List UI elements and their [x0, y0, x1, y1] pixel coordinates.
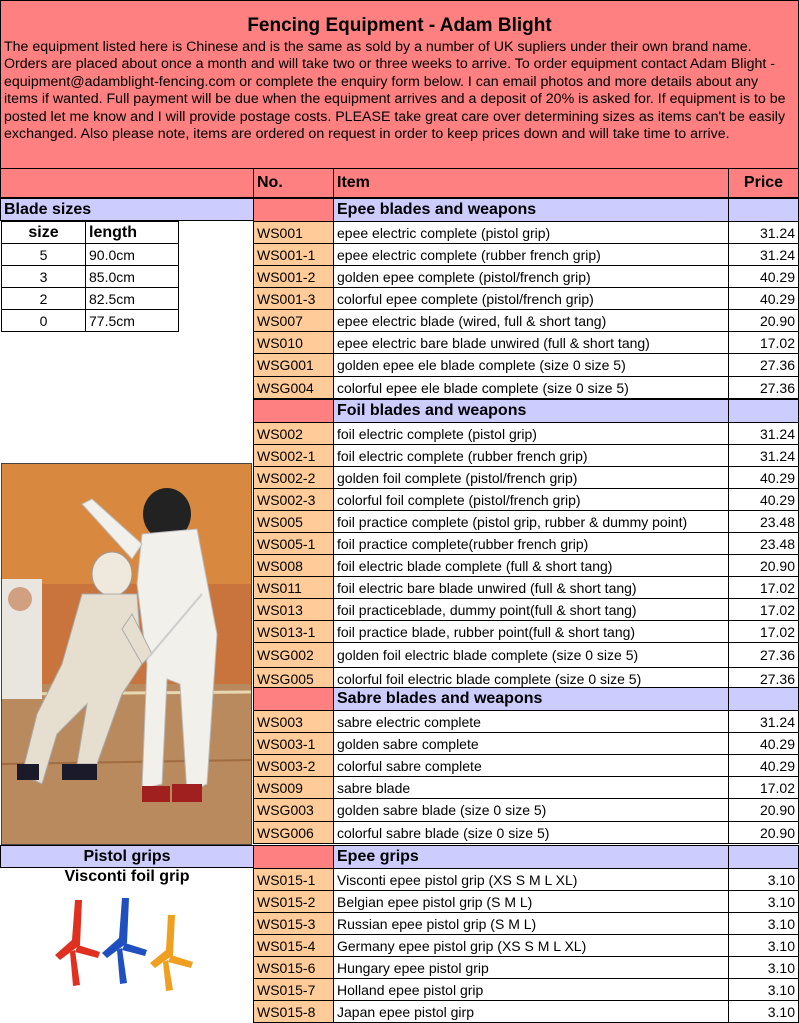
item-price: 3.10 — [728, 890, 799, 913]
item-description: colorful sabre complete — [333, 754, 729, 777]
item-number: WS013-1 — [253, 620, 334, 643]
section-header-price-blank — [728, 399, 799, 423]
item-price: 20.90 — [728, 554, 799, 577]
item-number: WS015-2 — [253, 890, 334, 913]
item-price: 17.02 — [728, 331, 799, 354]
item-number: WS015-8 — [253, 1000, 334, 1023]
item-price: 23.48 — [728, 510, 799, 533]
item-description: foil electric complete (pistol grip) — [333, 422, 729, 445]
item-description: foil electric complete (rubber french grip) — [333, 444, 729, 467]
item-price: 27.36 — [728, 667, 799, 690]
item-price: 3.10 — [728, 934, 799, 957]
item-price: 20.90 — [728, 309, 799, 332]
item-price: 31.24 — [728, 444, 799, 467]
blade-size-cell: 0 — [1, 309, 86, 332]
blade-length-cell: 77.5cm — [85, 309, 179, 332]
item-number: WSG005 — [253, 667, 334, 690]
item-description: epee electric complete (rubber french grip) — [333, 243, 729, 266]
item-description: Hungary epee pistol grip — [333, 956, 729, 979]
item-number: WSG002 — [253, 642, 334, 668]
item-number: WS013 — [253, 598, 334, 621]
item-price: 40.29 — [728, 287, 799, 310]
item-price: 3.10 — [728, 1000, 799, 1023]
item-price: 3.10 — [728, 978, 799, 1001]
item-number: WS007 — [253, 309, 334, 332]
fencers-photo — [1, 463, 252, 845]
blade-length-cell: 82.5cm — [85, 287, 179, 310]
section-header-blank — [253, 845, 334, 869]
item-number: WSG006 — [253, 821, 334, 844]
item-description: Belgian epee pistol grip (S M L) — [333, 890, 729, 913]
item-number: WS002-2 — [253, 466, 334, 489]
item-description: Japan epee pistol girp — [333, 1000, 729, 1023]
item-price: 3.10 — [728, 912, 799, 935]
page-title: Fencing Equipment - Adam Blight — [247, 15, 552, 36]
item-description: golden foil complete (pistol/french grip) — [333, 466, 729, 489]
item-number: WS015-3 — [253, 912, 334, 935]
item-price: 3.10 — [728, 868, 799, 891]
item-number: WS015-6 — [253, 956, 334, 979]
item-number: WS005 — [253, 510, 334, 533]
item-description: colorful sabre blade (size 0 size 5) — [333, 821, 729, 844]
item-description: Germany epee pistol grip (XS S M L XL) — [333, 934, 729, 957]
column-header-price: Price — [728, 168, 799, 198]
item-description: sabre blade — [333, 776, 729, 799]
item-description: colorful epee ele blade complete (size 0 size 5) — [333, 376, 729, 399]
item-description: colorful epee complete (pistol/french grip) — [333, 287, 729, 310]
section-header-price-blank — [728, 687, 799, 711]
item-description: golden foil electric blade complete (size 0 size 5) — [333, 642, 729, 668]
item-number: WS001-3 — [253, 287, 334, 310]
item-price: 17.02 — [728, 776, 799, 799]
blade-length-header: length — [85, 221, 179, 244]
item-number: WSG003 — [253, 798, 334, 822]
item-price: 40.29 — [728, 466, 799, 489]
intro-paragraph: The equipment listed here is Chinese and is the same as sold by a number of UK supliers under their own brand name. Orders are placed about once a month and will take two or three weeks to arrive. To order equipment contact Adam Blight - equipment@adamblight-fencing.com or complete the enquiry form below. I can email photos and more details about any items if wanted. Full payment will be due when the equipment arrives and a deposit of 20% is asked for. If equipment is to be posted let me know and I will provide postage costs. PLEASE take great care over determining sizes as items can't be easily exchanged. Also please note, items are ordered on request in order to keep prices down and will take time to arrive. — [4, 39, 786, 143]
item-price: 27.36 — [728, 642, 799, 668]
visconti-grip-label: Visconti foil grip — [64, 868, 190, 885]
item-description: epee electric blade (wired, full & short tang) — [333, 309, 729, 332]
item-price: 31.24 — [728, 710, 799, 733]
page-header — [0, 0, 799, 169]
item-description: Holland epee pistol grip — [333, 978, 729, 1001]
item-number: WS009 — [253, 776, 334, 799]
item-price: 20.90 — [728, 821, 799, 844]
item-price: 40.29 — [728, 265, 799, 288]
header-blank-cell — [0, 168, 254, 198]
item-number: WS002 — [253, 422, 334, 445]
item-price: 40.29 — [728, 732, 799, 755]
blade-size-cell: 2 — [1, 287, 86, 310]
item-number: WS015-4 — [253, 934, 334, 957]
item-description: golden sabre blade (size 0 size 5) — [333, 798, 729, 822]
item-price: 31.24 — [728, 221, 799, 244]
blade-sizes-title: Blade sizes — [0, 198, 254, 221]
item-number: WS015-1 — [253, 868, 334, 891]
item-price: 27.36 — [728, 376, 799, 399]
blade-size-cell: 5 — [1, 243, 86, 266]
section-header-blank — [253, 399, 334, 423]
item-number: WS003-1 — [253, 732, 334, 755]
item-number: WSG001 — [253, 353, 334, 377]
item-price: 27.36 — [728, 353, 799, 377]
section-header-price-blank — [728, 198, 799, 222]
item-description: colorful foil electric blade complete (size 0 size 5) — [333, 667, 729, 690]
item-price: 40.29 — [728, 488, 799, 511]
item-number: WS003-2 — [253, 754, 334, 777]
item-number: WS001 — [253, 221, 334, 244]
item-price: 20.90 — [728, 798, 799, 822]
item-price: 40.29 — [728, 754, 799, 777]
item-description: Russian epee pistol grip (S M L) — [333, 912, 729, 935]
section-title: Epee grips — [333, 845, 729, 869]
item-description: foil practiceblade, dummy point(full & short tang) — [333, 598, 729, 621]
item-description: sabre electric complete — [333, 710, 729, 733]
item-price: 17.02 — [728, 620, 799, 643]
item-description: colorful foil complete (pistol/french grip) — [333, 488, 729, 511]
item-description: foil practice blade, rubber point(full & short tang) — [333, 620, 729, 643]
item-number: WS003 — [253, 710, 334, 733]
item-price: 31.24 — [728, 243, 799, 266]
item-description: epee electric bare blade unwired (full & short tang) — [333, 331, 729, 354]
item-description: foil electric blade complete (full & short tang) — [333, 554, 729, 577]
item-description: foil practice complete (pistol grip, rubber & dummy point) — [333, 510, 729, 533]
item-number: WS001-2 — [253, 265, 334, 288]
item-number: WS005-1 — [253, 532, 334, 555]
item-description: foil electric bare blade unwired (full & short tang) — [333, 576, 729, 599]
item-number: WS002-3 — [253, 488, 334, 511]
column-header-no: No. — [253, 168, 334, 198]
item-price: 3.10 — [728, 956, 799, 979]
item-description: epee electric complete (pistol grip) — [333, 221, 729, 244]
item-description: Visconti epee pistol grip (XS S M L XL) — [333, 868, 729, 891]
column-header-item: Item — [333, 168, 729, 198]
orange-grip-icon — [150, 915, 193, 991]
item-number: WS008 — [253, 554, 334, 577]
fencers-illustration — [2, 464, 252, 845]
item-description: golden sabre complete — [333, 732, 729, 755]
item-number: WS001-1 — [253, 243, 334, 266]
item-number: WS015-7 — [253, 978, 334, 1001]
section-header-price-blank — [728, 845, 799, 869]
item-price: 31.24 — [728, 422, 799, 445]
blue-grip-icon — [102, 898, 147, 984]
red-grip-icon — [55, 900, 100, 986]
item-description: foil practice complete(rubber french grip) — [333, 532, 729, 555]
visconti-grips-illustration — [30, 890, 210, 1000]
item-number: WS002-1 — [253, 444, 334, 467]
item-price: 17.02 — [728, 576, 799, 599]
section-header-blank — [253, 198, 334, 222]
section-title: Foil blades and weapons — [333, 399, 729, 423]
item-description: golden epee complete (pistol/french grip) — [333, 265, 729, 288]
item-number: WS010 — [253, 331, 334, 354]
blade-size-cell: 3 — [1, 265, 86, 288]
section-title: Epee blades and weapons — [333, 198, 729, 222]
item-price: 17.02 — [728, 598, 799, 621]
section-header-blank — [253, 687, 334, 711]
blade-length-cell: 90.0cm — [85, 243, 179, 266]
section-title: Sabre blades and weapons — [333, 687, 729, 711]
item-number: WS011 — [253, 576, 334, 599]
blade-length-cell: 85.0cm — [85, 265, 179, 288]
item-price: 23.48 — [728, 532, 799, 555]
item-number: WSG004 — [253, 376, 334, 399]
item-description: golden epee ele blade complete (size 0 size 5) — [333, 353, 729, 377]
pistol-grips-title: Pistol grips — [0, 845, 254, 868]
blade-size-header: size — [1, 221, 86, 244]
